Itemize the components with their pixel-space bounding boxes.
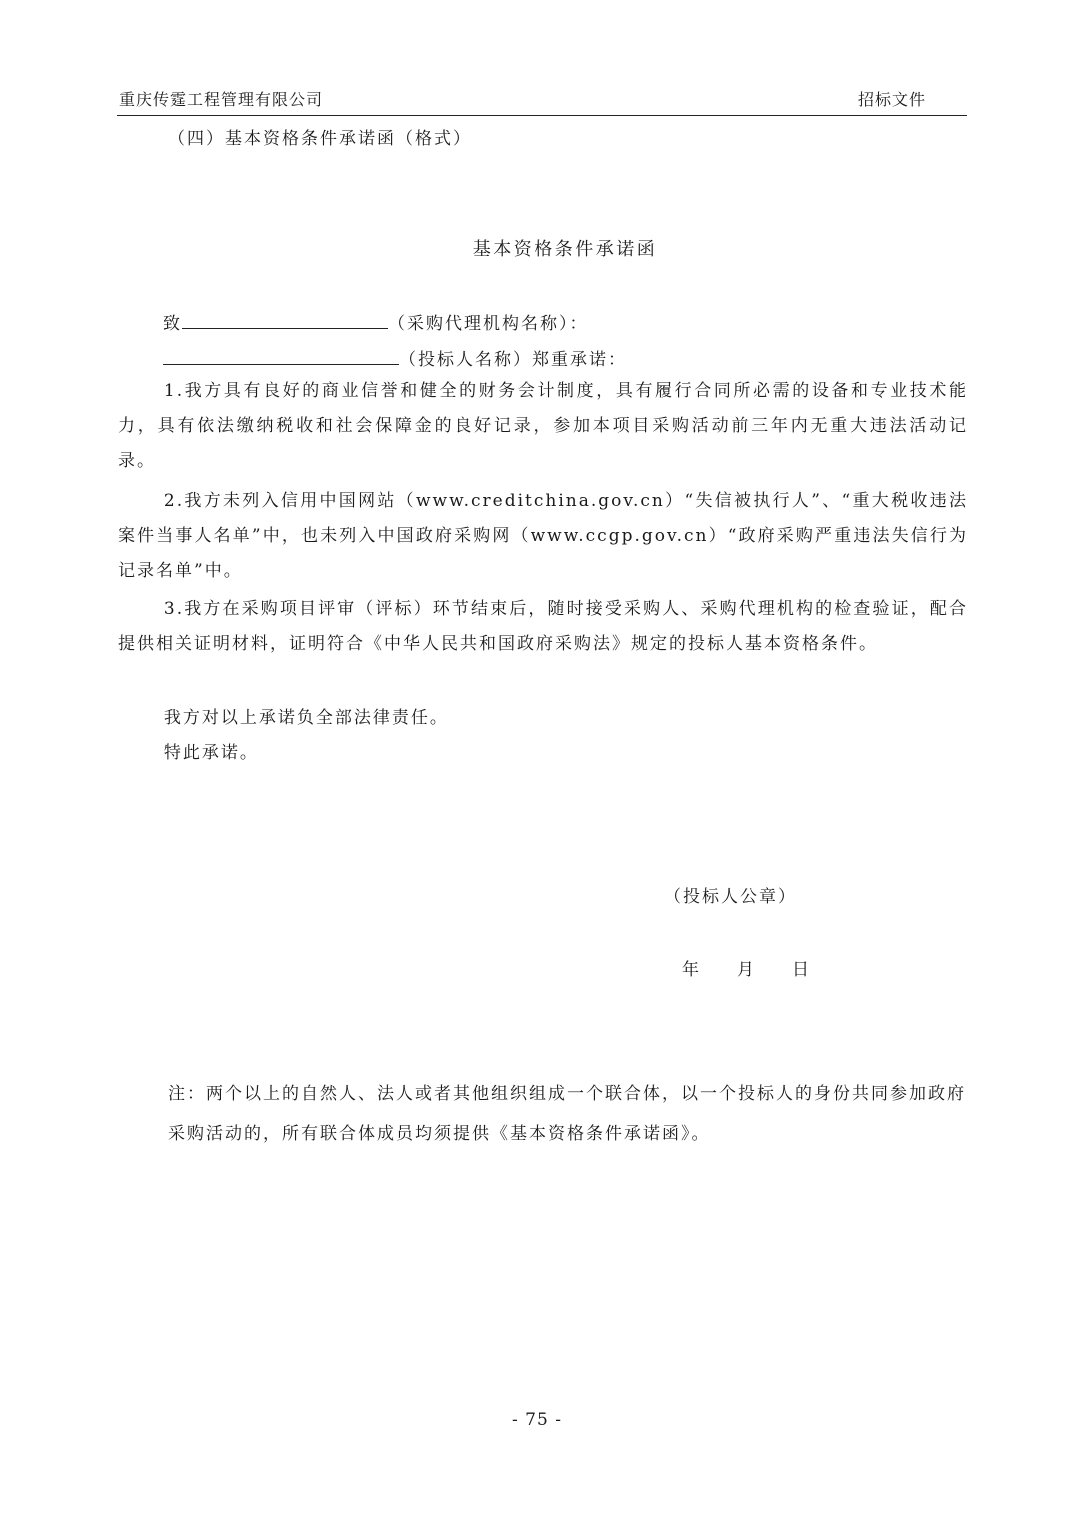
- bidder-line: [163, 344, 627, 373]
- addressee-suffix: （采购代理机构名称）：: [388, 314, 589, 334]
- closing-statement: 特此承诺。: [163, 743, 259, 763]
- addressee-line: [163, 308, 589, 337]
- page-number: - 75 -: [512, 1410, 562, 1430]
- commitment-paragraph-3: 3.我方在采购项目评审（评标）环节结束后，随时接受采购人、采购代理机构的检查验证，配合提供相关证明材料，证明符合《中华人民共和国政府采购法》规定的投标人基本资格条件。: [118, 599, 968, 654]
- liability-statement: 我方对以上承诺负全部法律责任。: [163, 708, 449, 728]
- bidder-name-blank: [163, 344, 399, 365]
- commitment-paragraph-1: 1.我方具有良好的商业信誉和健全的财务会计制度，具有履行合同所必需的设备和专业技术能力，具有依法缴纳税收和社会保障金的良好记录，参加本项目采购活动前三年内无重大违法活动记录。: [118, 381, 968, 471]
- date-day: 日: [792, 960, 809, 980]
- addressee-prefix: 致: [163, 314, 182, 334]
- date-year: 年: [682, 960, 699, 980]
- section-heading: （四）基本资格条件承诺函（格式）: [168, 129, 472, 149]
- header-divider: [117, 115, 967, 116]
- bidder-suffix: （投标人名称）郑重承诺：: [399, 350, 627, 370]
- bidder-seal-label: （投标人公章）: [664, 887, 797, 907]
- header-doc-type: 招标文件: [857, 90, 926, 109]
- commitment-paragraph-2: 2.我方未列入信用中国网站（www.creditchina.gov.cn）“失信被执行人”、“重大税收违法案件当事人名单”中，也未列入中国政府采购网（www.ccgp.gov.cn）“政府采购严重违法失信行为记录名单”中。: [118, 491, 968, 581]
- agency-name-blank: [182, 308, 388, 329]
- header-company: 重庆传霆工程管理有限公司: [119, 90, 324, 109]
- document-title: 基本资格条件承诺函: [472, 239, 658, 260]
- consortium-note: 注：两个以上的自然人、法人或者其他组织组成一个联合体，以一个投标人的身份共同参加政府采购活动的，所有联合体成员均须提供《基本资格条件承诺函》。: [168, 1084, 966, 1144]
- date-month: 月: [737, 960, 754, 980]
